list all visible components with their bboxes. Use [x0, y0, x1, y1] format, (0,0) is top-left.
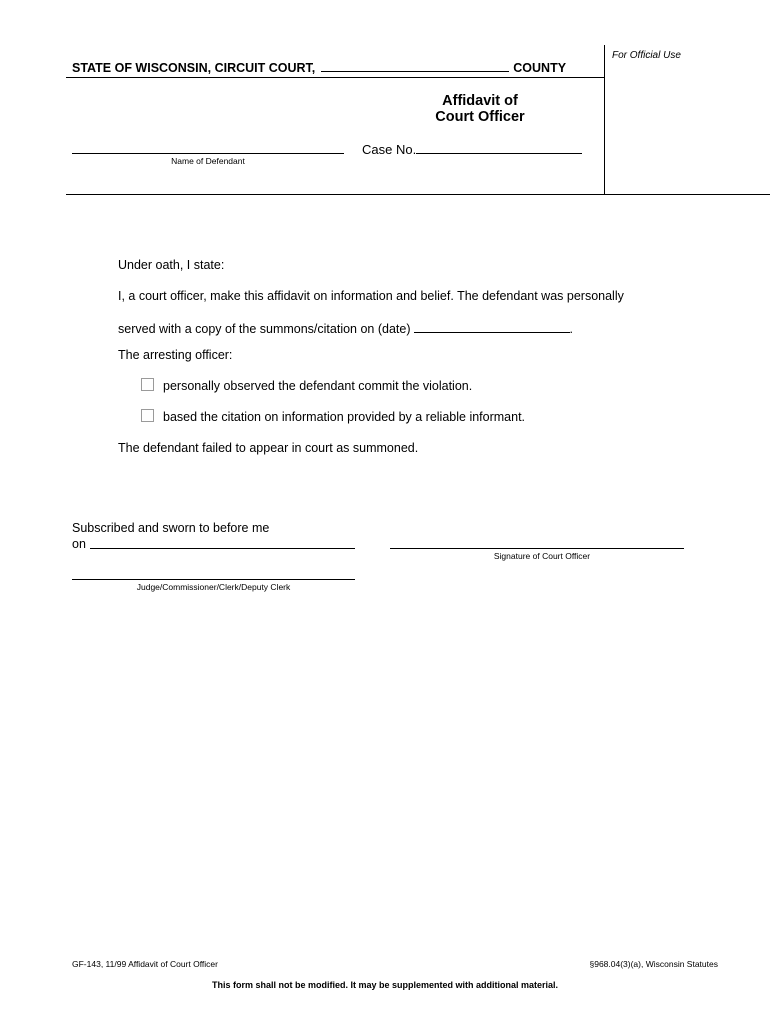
- form-title: [380, 93, 580, 125]
- defendant-name-field[interactable]: [72, 153, 344, 154]
- case-no-field[interactable]: [416, 153, 582, 154]
- header-bottom-rule: [66, 194, 770, 195]
- judge-signature-field[interactable]: [72, 579, 355, 580]
- informant-option-label: based the citation on information provided by a reliable informant.: [163, 410, 526, 424]
- sworn-date-field[interactable]: [90, 548, 355, 549]
- arresting-officer-label: The arresting officer:: [118, 348, 233, 362]
- form-title-line2: Court Officer: [435, 109, 525, 125]
- informant-checkbox[interactable]: [141, 409, 154, 422]
- case-no-label: Case No.: [362, 142, 417, 157]
- affidavit-statement: I, a court officer, make this affidavit on information and belief. The defendant was personally: [118, 289, 624, 303]
- observed-checkbox[interactable]: [141, 378, 154, 391]
- county-label: COUNTY: [513, 61, 567, 75]
- observed-option-label: personally observed the defendant commit the violation.: [163, 379, 473, 393]
- court-title-text: STATE OF WISCONSIN, CIRCUIT COURT,: [72, 61, 316, 75]
- form-title-line1: Affidavit of: [442, 93, 518, 109]
- served-statement: [118, 320, 573, 336]
- served-date-field[interactable]: [414, 320, 570, 333]
- county-name-blank[interactable]: [321, 59, 509, 72]
- served-period: .: [569, 322, 573, 336]
- served-text: served with a copy of the summons/citation on (date): [118, 322, 411, 336]
- defendant-name-label: Name of Defendant: [171, 156, 245, 166]
- failed-to-appear-statement: The defendant failed to appear in court as summoned.: [118, 441, 419, 455]
- modification-notice: This form shall not be modified. It may be supplemented with additional material.: [211, 980, 559, 990]
- form-id: GF-143, 11/99 Affidavit of Court Officer: [72, 959, 218, 969]
- oath-statement: Under oath, I state:: [118, 258, 225, 272]
- judge-signature-label: Judge/Commissioner/Clerk/Deputy Clerk: [136, 582, 291, 592]
- statute-reference: §968.04(3)(a), Wisconsin Statutes: [589, 959, 718, 969]
- court-officer-signature-field[interactable]: [390, 548, 684, 549]
- court-officer-signature-label: Signature of Court Officer: [493, 551, 591, 561]
- official-use-label: For Official Use: [612, 50, 681, 61]
- official-use-divider: [604, 45, 605, 194]
- sworn-text: Subscribed and sworn to before me: [72, 521, 270, 535]
- sworn-on-label: on: [72, 537, 86, 551]
- court-title: [72, 59, 566, 75]
- header-rule: [66, 77, 604, 78]
